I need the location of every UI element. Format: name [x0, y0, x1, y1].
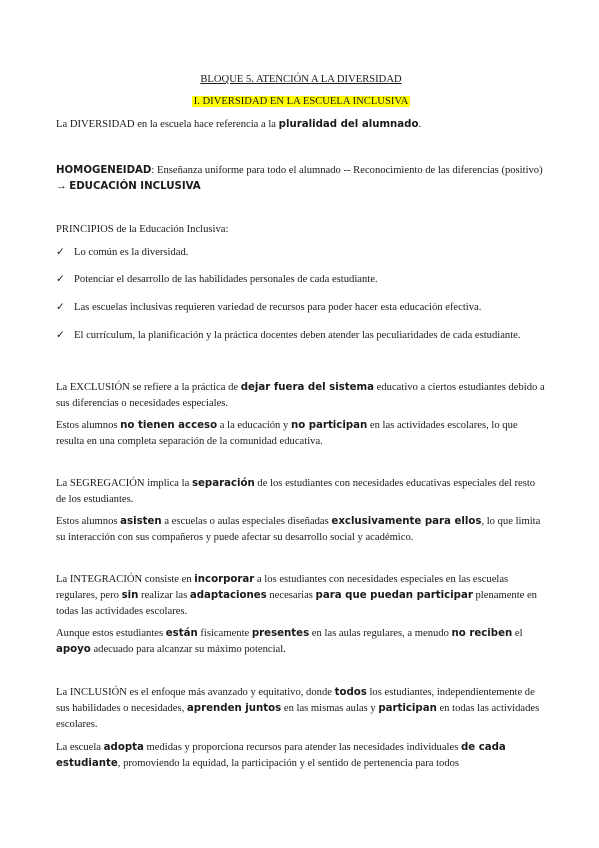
text-run: , promoviendo la equidad, la participación y el sentido de pertenencia para todos [117, 758, 460, 769]
text-run: . [418, 119, 422, 130]
text-run: Estos alumnos [56, 516, 121, 527]
list-item [56, 328, 536, 344]
list-item [56, 300, 536, 316]
paragraph-integracion-2 [56, 626, 546, 658]
doc-subtitle: I. DIVERSIDAD EN LA ESCUELA INCLUSIVA [193, 96, 409, 107]
text-run: La DIVERSIDAD en la escuela hace referencia a la [56, 119, 279, 130]
text-run: La escuela [56, 742, 104, 753]
text-run: a escuelas o aulas especiales diseñadas [161, 516, 332, 527]
paragraph-inclusion-1 [56, 685, 546, 733]
text-run: físicamente [197, 628, 252, 639]
bold-run: EDUCACIÓN INCLUSIVA [69, 181, 201, 192]
bold-run: separación [191, 478, 255, 489]
bold-run: adaptaciones [189, 590, 267, 601]
check-icon: ✓ [56, 302, 65, 313]
text-run: en las aulas regulares, a menudo [309, 628, 452, 639]
doc-title-block [56, 72, 546, 88]
check-icon: ✓ [56, 247, 65, 258]
list-item-text: Lo común es la diversidad. [74, 247, 189, 258]
bold-run: dejar fuera del sistema [240, 382, 375, 393]
text-run: , lo que limita su interacción con sus compañeros y puede afectar su desarrollo social y académico. [56, 516, 541, 543]
list-item [56, 272, 536, 288]
bold-run: para que puedan participar [315, 590, 473, 601]
text-run: a la educación y [217, 420, 291, 431]
text-run: plenamente en todas las actividades escolares. [56, 590, 537, 617]
text-run: en las actividades escolares, lo que resulta en una completa separación de la comunidad educativa. [56, 420, 518, 447]
text-run: La SEGREGACIÓN implica la [56, 478, 192, 489]
text-run: el [512, 628, 523, 639]
text-run: La INCLUSIÓN es el enfoque más avanzado y equitativo, donde [56, 687, 335, 698]
paragraph-homogeneidad [56, 163, 546, 195]
bold-run: adopta [103, 742, 144, 753]
doc-title: BLOQUE 5. ATENCIÓN A LA DIVERSIDAD [200, 74, 402, 85]
bold-run: participan [378, 703, 437, 714]
bold-run: aprenden juntos [186, 703, 282, 714]
paragraph-segregacion-2 [56, 514, 546, 546]
bold-run: están [165, 628, 198, 639]
text-run: Estos alumnos [56, 420, 121, 431]
text-run: en las mismas aulas y [281, 703, 379, 714]
text-run: realizar las [138, 590, 190, 601]
paragraph-exclusion-1 [56, 380, 546, 412]
paragraph-integracion-1 [56, 572, 546, 620]
bold-run: todos [334, 687, 367, 698]
bold-run: incorporar [194, 574, 255, 585]
list-item-text: Potenciar el desarrollo de las habilidades personales de cada estudiante. [74, 274, 378, 285]
check-icon: ✓ [56, 330, 65, 341]
bold-run: no participan [290, 420, 368, 431]
text-run: a los estudiantes con necesidades especiales en las escuelas regulares, pero [56, 574, 509, 601]
list-item-text: El currículum, la planificación y la práctica docentes deben atender las peculiaridades de cada estudiante. [74, 330, 521, 341]
bold-run: asisten [120, 516, 162, 527]
text-run: adecuado para alcanzar su máximo potencial. [90, 644, 286, 655]
text-run: de los estudiantes con necesidades educativas especiales del resto de los estudiantes. [56, 478, 536, 505]
bold-run: no reciben [451, 628, 513, 639]
bold-run: de cada estudiante [56, 742, 506, 769]
text-run: medidas y proporciona recursos para atender las necesidades individuales [143, 742, 461, 753]
paragraph-inclusion-2 [56, 740, 546, 772]
paragraph-diversidad [56, 117, 546, 133]
text-run: necesarias [266, 590, 316, 601]
list-item [56, 245, 536, 261]
bold-run: presentes [251, 628, 310, 639]
text-run: La INTEGRACIÓN consiste en [56, 574, 195, 585]
bold-run: sin [121, 590, 139, 601]
text-run: : Enseñanza uniforme para todo el alumnado -- Reconocimiento de las diferencias (positivo) → [56, 165, 543, 192]
text-run: La EXCLUSIÓN se refiere a la práctica de [56, 382, 241, 393]
bold-run: no tienen acceso [120, 420, 218, 431]
paragraph-exclusion-2 [56, 418, 546, 450]
paragraph-segregacion-1 [56, 476, 546, 508]
bold-run: pluralidad del alumnado [278, 119, 419, 130]
text-run: Aunque estos estudiantes [56, 628, 166, 639]
doc-subtitle-block [56, 94, 546, 110]
principios-heading: PRINCIPIOS de la Educación Inclusiva: [56, 224, 229, 235]
bold-run: HOMOGENEIDAD [56, 165, 152, 176]
bold-run: apoyo [56, 644, 91, 655]
text-run: educativo a ciertos estudiantes debido a sus diferencias o necesidades especiales. [56, 382, 545, 409]
text-run: los estudiantes, independientemente de sus habilidades o necesidades, [56, 687, 535, 714]
bold-run: exclusivamente para ellos [331, 516, 482, 527]
text-run: en todas las actividades escolares. [56, 703, 540, 730]
check-icon: ✓ [56, 274, 65, 285]
list-item-text: Las escuelas inclusivas requieren variedad de recursos para poder hacer esta educación efectiva. [74, 302, 482, 313]
